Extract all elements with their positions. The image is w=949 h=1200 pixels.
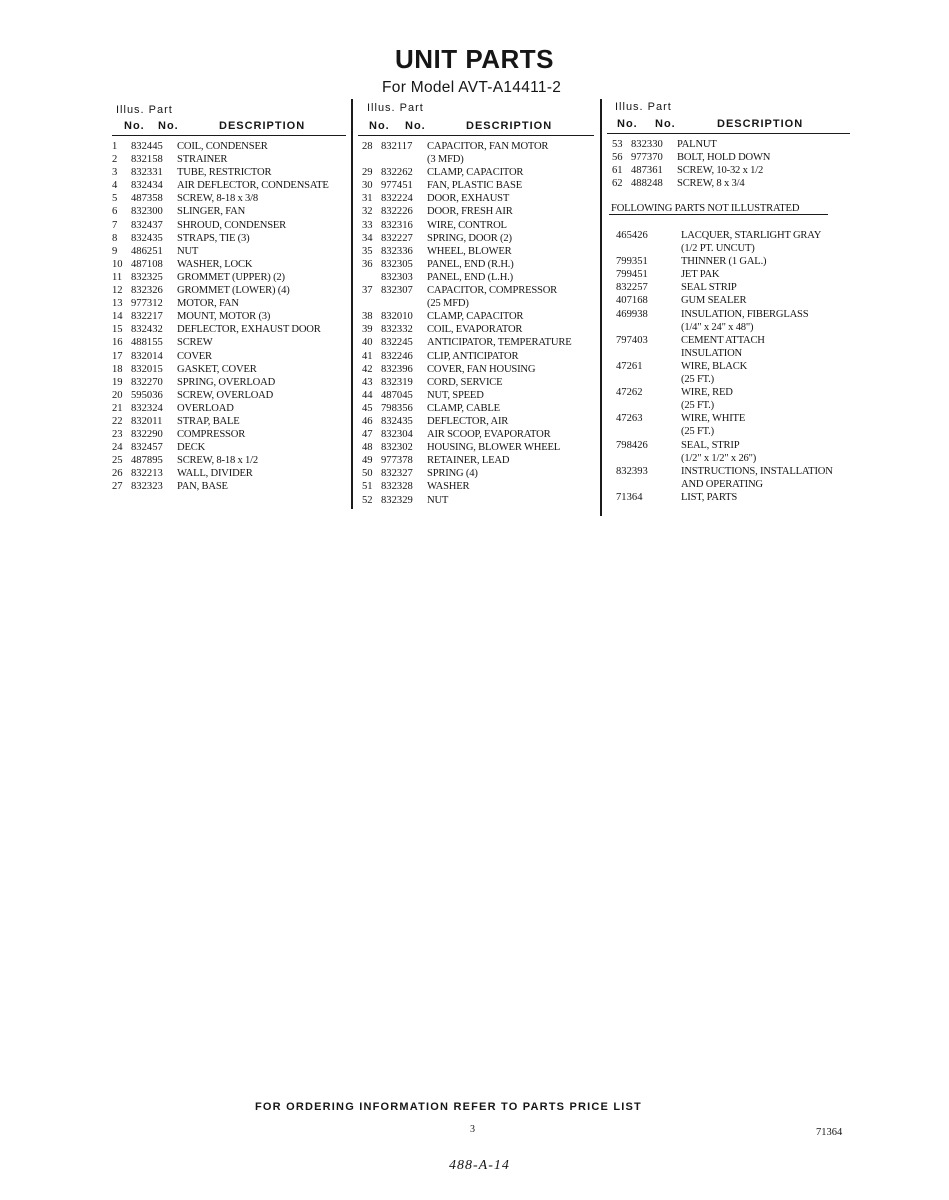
illus-no: 36 [362,258,373,270]
illus-no: 5 [112,193,118,205]
column-divider-1 [351,99,353,509]
part-number: 832329 [381,494,413,506]
part-number: 832326 [131,285,163,297]
illus-no: 34 [362,232,373,244]
part-description: SPRING, OVERLOAD [177,376,276,388]
illus-no: 26 [112,468,123,480]
part-number: 832330 [631,139,663,150]
handwritten-note: 488-A-14 [449,1158,510,1173]
illus-no: 10 [112,258,123,270]
illus-no: 25 [112,455,123,467]
part-description: HOUSING, BLOWER WHEEL [427,442,561,454]
illus-no: 22 [112,415,123,427]
part-description: CORD, SERVICE [427,376,503,388]
illus-no: 6 [112,206,118,218]
part-number: 47263 [616,413,643,425]
illus-no: 12 [112,285,123,297]
part-description: TUBE, RESTRICTOR [177,167,272,179]
part-description: JET PAK [681,269,720,281]
col2-header-part-no: No. [405,120,426,132]
illus-no: 3 [112,167,118,179]
part-description: STRAPS, TIE (3) [177,232,250,244]
part-number: 407168 [616,295,648,307]
part-number: 977370 [631,152,663,164]
illus-no: 52 [362,494,373,506]
part-number: 832435 [131,232,163,244]
illus-no: 44 [362,389,373,401]
part-number: 832307 [381,285,413,297]
illus-no: 19 [112,376,123,388]
part-description: (25 FT.) [681,426,714,438]
part-description: OVERLOAD [177,402,234,414]
part-description: CEMENT ATTACH [681,334,765,346]
part-number: 47262 [616,387,643,399]
part-number: 832396 [381,363,413,375]
part-description: CAPACITOR, FAN MOTOR [427,141,549,152]
illus-no: 23 [112,429,123,441]
illus-no: 9 [112,245,118,257]
part-description: STRAP, BALE [177,415,240,427]
part-number: 832332 [381,324,413,336]
part-number: 832227 [381,232,413,244]
col3-header-no: No. [617,118,638,130]
part-description: NUT [427,494,449,506]
illus-no: 21 [112,402,123,414]
part-description: LIST, PARTS [681,491,738,503]
part-description: AND OPERATING [681,478,763,490]
illus-no: 20 [112,389,123,401]
part-description: SCREW, 8-18 x 3/8 [177,193,258,205]
part-description: BOLT, HOLD DOWN [677,152,771,164]
part-number: 832327 [381,468,413,480]
part-description: DEFLECTOR, EXHAUST DOOR [177,324,321,336]
part-description: PANEL, END (R.H.) [427,258,514,270]
part-number: 832316 [381,219,413,231]
col1-header-part-no: No. [158,120,179,132]
part-description: WALL, DIVIDER [177,468,253,480]
illus-no: 61 [612,165,623,177]
col2-header-rule [358,135,594,136]
part-description: SEAL STRIP [681,282,737,294]
col2-header-description: DESCRIPTION [466,120,553,132]
part-number: 832257 [616,282,648,294]
not-illustrated-rule [609,214,828,215]
illus-no: 46 [362,415,373,427]
part-description: INSTRUCTIONS, INSTALLATION [681,465,833,477]
part-description: GASKET, COVER [177,363,257,375]
part-description: SPRING, DOOR (2) [427,232,512,244]
part-number: 832010 [381,311,413,323]
part-description: (25 FT.) [681,374,714,386]
part-description: SLINGER, FAN [177,206,246,218]
part-description: GROMMET (UPPER) (2) [177,271,285,283]
col2-header-illus: Illus. Part [367,102,424,114]
illus-no: 16 [112,337,123,349]
illus-no: 47 [362,429,373,441]
part-description: CLAMP, CAPACITOR [427,311,524,323]
part-number: 832319 [381,376,413,388]
part-number: 832158 [131,154,163,166]
part-description: WIRE, WHITE [681,413,746,425]
illus-no: 32 [362,206,373,218]
part-description: SCREW, OVERLOAD [177,389,274,401]
part-description: DECK [177,442,206,454]
part-number: 832015 [131,363,163,375]
part-number: 832435 [381,415,413,427]
illus-no: 38 [362,311,373,323]
col3-header-part-no: No. [655,118,676,130]
part-description: ANTICIPATOR, TEMPERATURE [427,337,572,349]
part-number: 832224 [381,193,413,205]
part-description: COIL, CONDENSER [177,141,268,152]
part-description: WHEEL, BLOWER [427,245,512,257]
part-description: MOUNT, MOTOR (3) [177,311,271,323]
part-number: 977312 [131,298,163,310]
illus-no: 4 [112,180,118,192]
illus-no: 17 [112,350,123,362]
part-number: 832445 [131,141,163,152]
part-number: 977378 [381,455,413,467]
part-number: 832432 [131,324,163,336]
part-number: 71364 [616,491,643,503]
part-description: SEAL, STRIP [681,439,740,451]
part-number: 797403 [616,334,648,346]
illus-no: 7 [112,219,118,231]
illus-no: 42 [362,363,373,375]
illus-no: 31 [362,193,373,205]
part-description: SCREW, 10-32 x 1/2 [677,165,764,177]
part-description: SCREW, 8-18 x 1/2 [177,455,258,467]
part-number: 469938 [616,308,648,320]
illus-no: 8 [112,232,118,244]
part-number: 487045 [381,389,413,401]
illus-no: 35 [362,245,373,257]
part-description: COVER [177,350,212,362]
part-number: 799451 [616,269,648,281]
part-description: (1/2 PT. UNCUT) [681,243,755,255]
part-description: SHROUD, CONDENSER [177,219,287,231]
illus-no: 40 [362,337,373,349]
part-description: (25 FT.) [681,400,714,412]
part-number: 977451 [381,180,413,192]
part-description: WASHER [427,481,470,493]
part-description: THINNER (1 GAL.) [681,256,767,268]
illus-no: 27 [112,481,123,493]
part-number: 832270 [131,376,163,388]
part-number: 832437 [131,219,163,231]
col2-header-no: No. [369,120,390,132]
part-description: SPRING (4) [427,468,478,480]
part-description: COVER, FAN HOUSING [427,363,536,375]
illus-no: 11 [112,271,123,283]
illus-no: 45 [362,402,373,414]
part-number: 832331 [131,167,163,179]
part-number: 832117 [381,141,413,152]
col1-header-no: No. [124,120,145,132]
part-number: 832014 [131,350,163,362]
illus-no: 30 [362,180,373,192]
part-description: FAN, PLASTIC BASE [427,180,523,192]
part-number: 832300 [131,206,163,218]
illus-no: 43 [362,376,373,388]
part-description: CLIP, ANTICIPATOR [427,350,519,362]
part-number: 487108 [131,258,163,270]
col1-header-illus: Illus. Part [116,104,173,116]
part-number: 832302 [381,442,413,454]
part-description: STRAINER [177,154,228,166]
part-number: 487361 [631,165,663,177]
part-description: SCREW, 8 x 3/4 [677,178,745,190]
part-description: WASHER, LOCK [177,258,253,270]
part-description: (1/4" x 24" x 48") [681,321,754,333]
part-description: COIL, EVAPORATOR [427,324,523,336]
part-number: 798356 [381,402,413,414]
part-number: 832305 [381,258,413,270]
not-illustrated-heading: FOLLOWING PARTS NOT ILLUSTRATED [611,203,800,214]
part-description: DOOR, FRESH AIR [427,206,513,218]
illus-no: 49 [362,455,373,467]
illus-no: 28 [362,141,373,152]
part-number: 832226 [381,206,413,218]
document-code: 71364 [816,1127,843,1138]
part-number: 832290 [131,429,163,441]
part-description: SCREW [177,337,213,349]
part-number: 488155 [131,337,163,349]
part-description: CAPACITOR, COMPRESSOR [427,285,558,297]
ordering-info-note: FOR ORDERING INFORMATION REFER TO PARTS PRICE LIST [255,1101,642,1113]
part-description: (25 MFD) [427,298,469,310]
part-number: 832434 [131,180,163,192]
col3-header-description: DESCRIPTION [717,118,804,130]
part-number: 832303 [381,271,413,283]
part-number: 799351 [616,256,648,268]
page-title: UNIT PARTS [394,44,555,74]
part-number: 832323 [131,481,163,493]
illus-no: 29 [362,167,373,179]
part-number: 487895 [131,455,163,467]
part-description: GUM SEALER [681,295,747,307]
col1-header-rule [112,135,346,136]
illus-no: 18 [112,363,123,375]
illus-no: 37 [362,285,373,297]
part-description: INSULATION, FIBERGLASS [681,308,809,320]
part-number: 47261 [616,360,643,372]
part-number: 832011 [131,415,163,427]
part-description: INSULATION [681,347,742,359]
part-description: WIRE, BLACK [681,360,748,372]
part-number: 486251 [131,245,163,257]
part-description: DOOR, EXHAUST [427,193,510,205]
part-description: LACQUER, STARLIGHT GRAY [681,230,822,241]
part-number: 798426 [616,439,648,451]
part-number: 832213 [131,468,163,480]
part-number: 832336 [381,245,413,257]
illus-no: 62 [612,178,623,190]
part-description: MOTOR, FAN [177,298,239,310]
part-description: CLAMP, CABLE [427,402,500,414]
model-subtitle: For Model AVT-A14411-2 [382,79,562,96]
part-description: PALNUT [677,139,717,150]
illus-no: 39 [362,324,373,336]
illus-no: 13 [112,298,123,310]
part-description: COMPRESSOR [177,429,246,441]
part-number: 595036 [131,389,163,401]
illus-no: 33 [362,219,373,231]
illus-no: 50 [362,468,373,480]
part-number: 832217 [131,311,163,323]
part-description: CLAMP, CAPACITOR [427,167,524,179]
part-description: (3 MFD) [427,154,464,166]
part-description: PAN, BASE [177,481,228,493]
part-number: 832245 [381,337,413,349]
illus-no: 15 [112,324,123,336]
part-number: 832393 [616,465,648,477]
illus-no: 1 [112,141,118,152]
part-description: WIRE, RED [681,387,733,399]
part-description: NUT [177,245,199,257]
part-description: RETAINER, LEAD [427,455,510,467]
col1-header-description: DESCRIPTION [219,120,306,132]
illus-no: 53 [612,139,623,150]
col3-header-illus: Illus. Part [615,101,672,113]
part-number: 488248 [631,178,663,190]
illus-no: 56 [612,152,623,164]
part-description: WIRE, CONTROL [427,219,507,231]
part-description: AIR DEFLECTOR, CONDENSATE [177,180,329,192]
part-description: PANEL, END (L.H.) [427,271,513,283]
part-description: DEFLECTOR, AIR [427,415,509,427]
illus-no: 48 [362,442,373,454]
part-number: 832324 [131,402,163,414]
column-divider-2 [600,99,602,516]
part-description: GROMMET (LOWER) (4) [177,285,290,297]
part-number: 832325 [131,271,163,283]
part-number: 832246 [381,350,413,362]
part-number: 832457 [131,442,163,454]
part-number: 832304 [381,429,413,441]
illus-no: 41 [362,350,373,362]
part-description: AIR SCOOP, EVAPORATOR [427,429,551,441]
illus-no: 51 [362,481,373,493]
illus-no: 24 [112,442,123,454]
part-number: 832262 [381,167,413,179]
part-number: 832328 [381,481,413,493]
part-number: 465426 [616,230,648,241]
col3-header-rule [607,133,850,134]
part-number: 487358 [131,193,163,205]
page-number: 3 [470,1124,475,1135]
part-description: NUT, SPEED [427,389,484,401]
illus-no: 14 [112,311,123,323]
illus-no: 2 [112,154,118,166]
part-description: (1/2" x 1/2" x 26") [681,452,757,464]
